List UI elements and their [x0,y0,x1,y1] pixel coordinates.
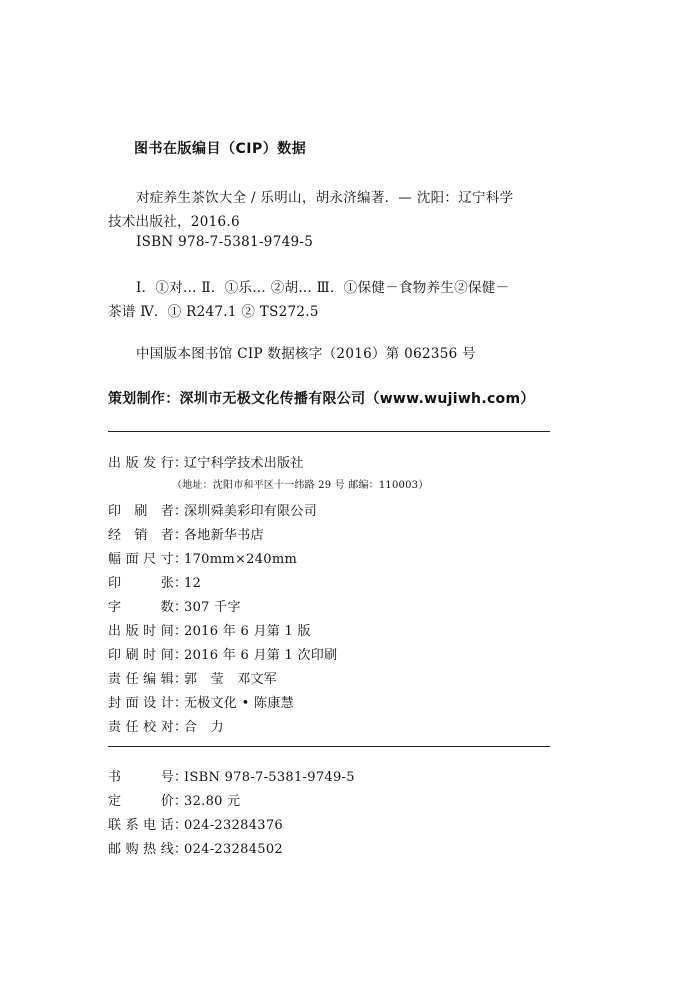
cip-title: 图书在版编目（CIP）数据 [134,141,307,157]
detail-row-cover-design: 封面设计：无极文化 • 陈康慧 [108,692,294,711]
detail-row-publish-date: 出版时间：2016 年 6 月第 1 版 [108,620,311,639]
detail-row-format: 幅面尺寸：170mm×240mm [108,548,297,567]
cip-classification-line: Ⅰ．①对… Ⅱ．①乐… ②胡… Ⅲ．①保健－食物养生②保健－ [136,280,510,296]
pricing-row-phone: 联系电话：024-23284376 [108,814,283,833]
divider-bottom [108,746,550,747]
cip-publisher-line: 技术出版社，2016.6 [108,214,240,230]
pricing-value: 024-23284376 [184,818,283,833]
detail-value: 无极文化 • 陈康慧 [184,696,294,711]
pricing-row-price: 定价：32.80 元 [108,790,240,809]
pricing-value: ISBN 978-7-5381-9749-5 [184,770,355,785]
detail-value: 12 [184,576,202,591]
publisher-address: （地址：沈阳市和平区十一纬路 29 号 邮编：110003） [172,480,429,491]
publisher-value: 辽宁科学技术出版社 [184,456,304,471]
detail-label: 责任编辑 [108,672,174,687]
detail-row-word-count: 字数：307 千字 [108,596,241,615]
detail-value: 307 千字 [184,600,241,615]
publisher-label: 出版发行 [108,456,174,471]
detail-label: 封面设计 [108,696,174,711]
pricing-value: 32.80 元 [184,794,241,809]
detail-value: 深圳舜美彩印有限公司 [184,504,318,519]
detail-value: 2016 年 6 月第 1 版 [184,624,311,639]
pricing-row-isbn: 书号：ISBN 978-7-5381-9749-5 [108,766,355,785]
detail-value: 2016 年 6 月第 1 次印刷 [184,648,338,663]
detail-value: 170mm×240mm [184,552,298,567]
detail-row-print-date: 印刷时间：2016 年 6 月第 1 次印刷 [108,644,337,663]
detail-row-editors: 责任编辑：郭 莹 邓文军 [108,668,277,687]
detail-label: 出版时间 [108,624,174,639]
detail-value: 各地新华书店 [184,528,264,543]
detail-value: 郭 莹 邓文军 [184,672,278,687]
pricing-label: 定价 [108,794,174,809]
detail-label: 字数 [108,600,174,615]
pricing-label: 书号 [108,770,174,785]
detail-label: 幅面尺寸 [108,552,174,567]
detail-label: 印刷时间 [108,648,174,663]
detail-row-distributor: 经销者：各地新华书店 [108,524,264,543]
detail-row-proofreader: 责任校对：合 力 [108,716,224,735]
planner-credit: 策划制作：深圳市无极文化传播有限公司（www.wujiwh.com） [108,391,535,407]
cip-book-line: 对症养生茶饮大全 / 乐明山，胡永济编著．— 沈阳：辽宁科学 [136,190,514,206]
detail-label: 印张 [108,576,174,591]
detail-row-printer: 印刷者：深圳舜美彩印有限公司 [108,500,317,519]
pricing-value: 024-23284502 [184,842,283,857]
cip-classification-line-2: 茶谱 Ⅳ．① R247.1 ② TS272.5 [108,304,319,320]
cip-record-number: 中国版本图书馆 CIP 数据核字（2016）第 062356 号 [136,346,476,362]
divider-top [108,431,550,432]
detail-row-sheets: 印张：12 [108,572,201,591]
cip-isbn-line: ISBN 978-7-5381-9749-5 [136,234,314,250]
pricing-label: 联系电话 [108,818,174,833]
detail-value: 合 力 [184,720,224,735]
pricing-row-mail-order: 邮购热线：024-23284502 [108,838,283,857]
pricing-label: 邮购热线 [108,842,174,857]
detail-label: 印刷者 [108,504,174,519]
detail-label: 责任校对 [108,720,174,735]
publisher-row: 出版发行：辽宁科学技术出版社 [108,452,304,471]
detail-label: 经销者 [108,528,174,543]
